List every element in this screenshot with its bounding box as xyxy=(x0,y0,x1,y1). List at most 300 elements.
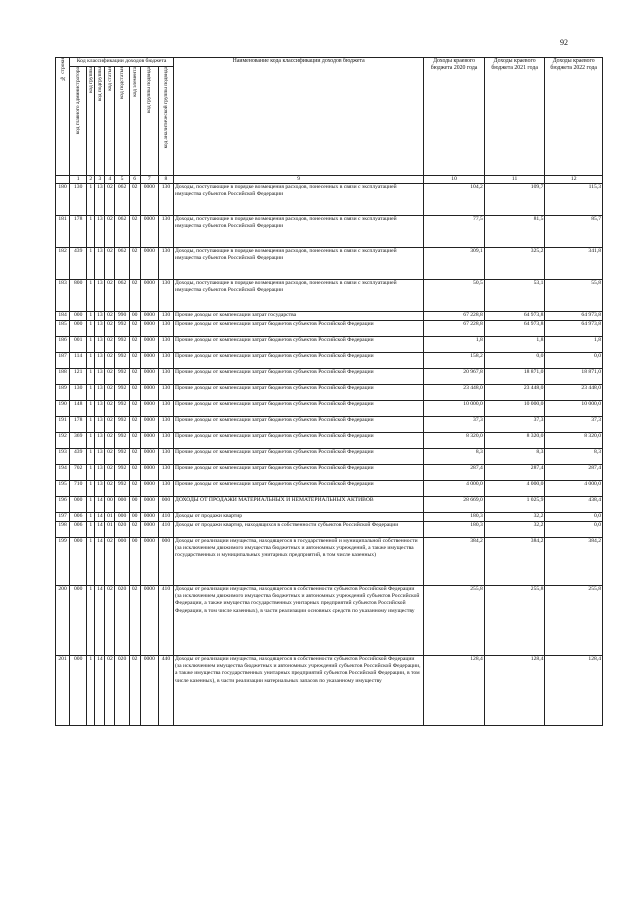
revenue-name: Прочие доходы от компенсации затрат бюджетов субъектов Российской Федерации xyxy=(174,321,424,337)
element-code: 02 xyxy=(129,337,140,353)
article-code: 02 xyxy=(105,449,115,465)
admin-code: 000 xyxy=(70,538,87,586)
element-code: 02 xyxy=(129,481,140,497)
revenue-name: Прочие доходы от компенсации затрат бюджетов субъектов Российской Федерации xyxy=(174,369,424,385)
amount-2022: 128,4 xyxy=(545,656,603,726)
subarticle-code: 992 xyxy=(115,385,129,401)
row-number: 194 xyxy=(56,465,70,481)
admin-code: 439 xyxy=(70,449,87,465)
column-number: 5 xyxy=(115,176,129,184)
subtype-group-code: 0000 xyxy=(140,321,158,337)
amount-2022: 64 973,8 xyxy=(545,312,603,321)
column-number: 8 xyxy=(158,176,173,184)
subgroup-code: 13 xyxy=(95,449,105,465)
article-code: 02 xyxy=(105,465,115,481)
amount-2022: 0,0 xyxy=(545,353,603,369)
revenue-name: Доходы от реализации имущества, находящегося в собственности субъектов Российской Федерации (за исключением имущества бюджетных и автономных учреждений субъектов Российской Федерации, а также имущества государственных унитарных предприятий субъектов Российской Федерации, в том числе казенных), в части реализации материальных запасов по указанному имуществу xyxy=(174,656,424,726)
amount-2020: 180,3 xyxy=(424,522,485,538)
group-code: 1 xyxy=(87,513,95,522)
analytic-group-code: 410 xyxy=(158,586,173,656)
admin-code: 148 xyxy=(70,401,87,417)
article-code: 02 xyxy=(105,248,115,280)
admin-code: 369 xyxy=(70,433,87,449)
group-code: 1 xyxy=(87,656,95,726)
row-number-header: № строки xyxy=(56,58,70,176)
element-code: 02 xyxy=(129,184,140,216)
article-code: 01 xyxy=(105,513,115,522)
code-analytic-group-header: код аналитической группы подвида xyxy=(158,67,173,176)
revenue-name: Прочие доходы от компенсации затрат бюджетов субъектов Российской Федерации xyxy=(174,353,424,369)
element-code: 02 xyxy=(129,656,140,726)
row-number: 199 xyxy=(56,538,70,586)
row-number: 198 xyxy=(56,522,70,538)
subarticle-code: 992 xyxy=(115,433,129,449)
article-code: 02 xyxy=(105,433,115,449)
subarticle-code: 020 xyxy=(115,656,129,726)
element-code: 02 xyxy=(129,522,140,538)
group-code: 1 xyxy=(87,522,95,538)
article-code: 02 xyxy=(105,586,115,656)
column-number: 2 xyxy=(87,176,95,184)
amount-2020: 255,8 xyxy=(424,586,485,656)
admin-code: 178 xyxy=(70,216,87,248)
table-row xyxy=(56,216,603,248)
analytic-group-code: 130 xyxy=(158,280,173,312)
subtype-group-code: 0000 xyxy=(140,184,158,216)
table-row xyxy=(56,497,603,513)
analytic-group-code: 130 xyxy=(158,369,173,385)
admin-code: 702 xyxy=(70,465,87,481)
admin-code: 130 xyxy=(70,385,87,401)
element-code: 02 xyxy=(129,369,140,385)
table-row xyxy=(56,586,603,656)
year-2020-header: Доходы краевого бюджета 2020 года xyxy=(424,58,485,176)
group-code: 1 xyxy=(87,433,95,449)
admin-code: 001 xyxy=(70,337,87,353)
amount-2022: 0,0 xyxy=(545,513,603,522)
article-code: 02 xyxy=(105,337,115,353)
row-number: 184 xyxy=(56,312,70,321)
amount-2021: 1,8 xyxy=(484,337,545,353)
subtype-group-code: 0000 xyxy=(140,465,158,481)
element-code: 02 xyxy=(129,216,140,248)
analytic-group-code: 130 xyxy=(158,465,173,481)
amount-2020: 128,4 xyxy=(424,656,485,726)
subarticle-code: 000 xyxy=(115,513,129,522)
amount-2022: 1,8 xyxy=(545,337,603,353)
article-code: 02 xyxy=(105,401,115,417)
amount-2022: 438,4 xyxy=(545,497,603,513)
year-2021-header: Доходы краевого бюджета 2021 года xyxy=(484,58,545,176)
subgroup-code: 13 xyxy=(95,280,105,312)
subtype-group-code: 0000 xyxy=(140,586,158,656)
amount-2021: 4 000,0 xyxy=(484,481,545,497)
amount-2022: 287,4 xyxy=(545,465,603,481)
subtype-group-code: 0000 xyxy=(140,312,158,321)
column-number: 12 xyxy=(545,176,603,184)
element-code: 02 xyxy=(129,248,140,280)
amount-2020: 67 228,8 xyxy=(424,321,485,337)
amount-2021: 0,0 xyxy=(484,353,545,369)
analytic-group-code: 130 xyxy=(158,312,173,321)
code-element-header: код элемента xyxy=(129,67,140,176)
subarticle-code: 992 xyxy=(115,417,129,433)
article-code: 01 xyxy=(105,522,115,538)
subarticle-code: 992 xyxy=(115,353,129,369)
subtype-group-code: 0000 xyxy=(140,216,158,248)
revenue-name: Доходы от продажи квартир xyxy=(174,513,424,522)
admin-code: 000 xyxy=(70,312,87,321)
amount-2021: 128,4 xyxy=(484,656,545,726)
admin-code: 000 xyxy=(70,321,87,337)
table-row xyxy=(56,656,603,726)
amount-2020: 4 000,0 xyxy=(424,481,485,497)
amount-2021: 23 448,0 xyxy=(484,385,545,401)
amount-2021: 287,4 xyxy=(484,465,545,481)
classification-group-header: Код классификации доходов бюджета xyxy=(70,58,174,67)
admin-code: 439 xyxy=(70,248,87,280)
subarticle-code: 992 xyxy=(115,481,129,497)
amount-2022: 64 973,8 xyxy=(545,321,603,337)
table-row xyxy=(56,312,603,321)
row-number: 196 xyxy=(56,497,70,513)
code-subtype-group-header: код группы подвида xyxy=(140,67,158,176)
element-code: 02 xyxy=(129,280,140,312)
subgroup-code: 14 xyxy=(95,522,105,538)
column-number: 6 xyxy=(129,176,140,184)
subtype-group-code: 0000 xyxy=(140,401,158,417)
row-number: 191 xyxy=(56,417,70,433)
revenue-name: Прочие доходы от компенсации затрат государства xyxy=(174,312,424,321)
subtype-group-code: 0000 xyxy=(140,481,158,497)
amount-2022: 0,0 xyxy=(545,522,603,538)
amount-2022: 23 448,0 xyxy=(545,385,603,401)
article-code: 02 xyxy=(105,312,115,321)
row-number: 200 xyxy=(56,586,70,656)
group-code: 1 xyxy=(87,321,95,337)
analytic-group-code: 000 xyxy=(158,538,173,586)
admin-code: 130 xyxy=(70,184,87,216)
table-row xyxy=(56,280,603,312)
subgroup-code: 13 xyxy=(95,248,105,280)
revenue-name: Прочие доходы от компенсации затрат бюджетов субъектов Российской Федерации xyxy=(174,417,424,433)
subarticle-code: 020 xyxy=(115,522,129,538)
amount-2021: 109,7 xyxy=(484,184,545,216)
amount-2020: 104,2 xyxy=(424,184,485,216)
amount-2022: 255,8 xyxy=(545,586,603,656)
column-number: 3 xyxy=(95,176,105,184)
row-number: 192 xyxy=(56,433,70,449)
table-row xyxy=(56,401,603,417)
subtype-group-code: 0000 xyxy=(140,280,158,312)
analytic-group-code: 130 xyxy=(158,401,173,417)
row-number: 181 xyxy=(56,216,70,248)
analytic-group-code: 130 xyxy=(158,449,173,465)
admin-code: 000 xyxy=(70,497,87,513)
page-number: 92 xyxy=(560,38,568,47)
subarticle-code: 062 xyxy=(115,184,129,216)
subtype-group-code: 0000 xyxy=(140,656,158,726)
table-row xyxy=(56,369,603,385)
amount-2020: 180,3 xyxy=(424,513,485,522)
revenue-name: Прочие доходы от компенсации затрат бюджетов субъектов Российской Федерации xyxy=(174,385,424,401)
amount-2020: 287,4 xyxy=(424,465,485,481)
subarticle-code: 992 xyxy=(115,401,129,417)
subgroup-code: 14 xyxy=(95,538,105,586)
column-number-row xyxy=(56,176,603,184)
revenue-name: Прочие доходы от компенсации затрат бюджетов субъектов Российской Федерации xyxy=(174,433,424,449)
row-number: 185 xyxy=(56,321,70,337)
admin-code: 710 xyxy=(70,481,87,497)
subtype-group-code: 0000 xyxy=(140,449,158,465)
revenue-name: Прочие доходы от компенсации затрат бюджетов субъектов Российской Федерации xyxy=(174,401,424,417)
element-code: 02 xyxy=(129,465,140,481)
article-code: 02 xyxy=(105,385,115,401)
row-number: 186 xyxy=(56,337,70,353)
revenue-name: Прочие доходы от компенсации затрат бюджетов субъектов Российской Федерации xyxy=(174,465,424,481)
group-code: 1 xyxy=(87,337,95,353)
subgroup-code: 13 xyxy=(95,417,105,433)
group-code: 1 xyxy=(87,353,95,369)
subgroup-code: 13 xyxy=(95,312,105,321)
column-number: 9 xyxy=(174,176,424,184)
group-code: 1 xyxy=(87,401,95,417)
subarticle-code: 062 xyxy=(115,280,129,312)
table-row xyxy=(56,248,603,280)
analytic-group-code: 130 xyxy=(158,481,173,497)
analytic-group-code: 440 xyxy=(158,656,173,726)
revenue-name: Доходы, поступающие в порядке возмещения расходов, понесенных в связи с эксплуатацией имущества субъектов Российской Федерации xyxy=(174,184,424,216)
subarticle-code: 992 xyxy=(115,369,129,385)
row-number: 190 xyxy=(56,401,70,417)
subarticle-code: 062 xyxy=(115,216,129,248)
amount-2020: 384,2 xyxy=(424,538,485,586)
admin-code: 178 xyxy=(70,417,87,433)
subgroup-code: 13 xyxy=(95,184,105,216)
row-number: 183 xyxy=(56,280,70,312)
article-code: 02 xyxy=(105,280,115,312)
article-code: 02 xyxy=(105,353,115,369)
subarticle-code: 020 xyxy=(115,586,129,656)
amount-2022: 85,7 xyxy=(545,216,603,248)
row-number: 193 xyxy=(56,449,70,465)
article-code: 02 xyxy=(105,369,115,385)
table-row xyxy=(56,449,603,465)
subgroup-code: 14 xyxy=(95,656,105,726)
revenue-name: Прочие доходы от компенсации затрат бюджетов субъектов Российской Федерации xyxy=(174,337,424,353)
amount-2020: 77,5 xyxy=(424,216,485,248)
column-number-blank xyxy=(56,176,70,184)
amount-2020: 8 320,0 xyxy=(424,433,485,449)
row-number: 187 xyxy=(56,353,70,369)
admin-code: 121 xyxy=(70,369,87,385)
analytic-group-code: 130 xyxy=(158,433,173,449)
table-row xyxy=(56,184,603,216)
revenue-name: Прочие доходы от компенсации затрат бюджетов субъектов Российской Федерации xyxy=(174,449,424,465)
article-code: 02 xyxy=(105,481,115,497)
group-code: 1 xyxy=(87,369,95,385)
element-code: 02 xyxy=(129,433,140,449)
subtype-group-code: 0000 xyxy=(140,522,158,538)
column-number: 10 xyxy=(424,176,485,184)
element-code: 00 xyxy=(129,513,140,522)
subgroup-code: 13 xyxy=(95,465,105,481)
analytic-group-code: 130 xyxy=(158,248,173,280)
amount-2021: 255,8 xyxy=(484,586,545,656)
subgroup-code: 13 xyxy=(95,401,105,417)
element-code: 00 xyxy=(129,538,140,586)
amount-2022: 10 000,0 xyxy=(545,401,603,417)
admin-code: 800 xyxy=(70,280,87,312)
group-code: 1 xyxy=(87,481,95,497)
analytic-group-code: 410 xyxy=(158,513,173,522)
amount-2021: 64 973,8 xyxy=(484,312,545,321)
revenue-name: Доходы, поступающие в порядке возмещения расходов, понесенных в связи с эксплуатацией имущества субъектов Российской Федерации xyxy=(174,216,424,248)
row-number: 189 xyxy=(56,385,70,401)
row-number: 201 xyxy=(56,656,70,726)
amount-2020: 8,3 xyxy=(424,449,485,465)
table-row xyxy=(56,417,603,433)
admin-code: 000 xyxy=(70,656,87,726)
subgroup-code: 13 xyxy=(95,481,105,497)
subtype-group-code: 0000 xyxy=(140,497,158,513)
element-code: 02 xyxy=(129,401,140,417)
subtype-group-code: 0000 xyxy=(140,385,158,401)
amount-2021: 37,3 xyxy=(484,417,545,433)
group-code: 1 xyxy=(87,449,95,465)
amount-2020: 10 000,0 xyxy=(424,401,485,417)
revenue-name: Доходы от продажи квартир, находящихся в собственности субъектов Российской Федерации xyxy=(174,522,424,538)
group-code: 1 xyxy=(87,586,95,656)
revenue-name: Доходы от реализации имущества, находящегося в собственности субъектов Российской Федерации (за исключением движимого имущества бюджетных и автономных учреждений субъектов Российской Федерации, а также имущества государственных унитарных предприятий субъектов Российской Федерации, в том числе казенных), в части реализации основных средств по указанному имуществу xyxy=(174,586,424,656)
subarticle-code: 992 xyxy=(115,465,129,481)
subtype-group-code: 0000 xyxy=(140,369,158,385)
amount-2021: 18 871,0 xyxy=(484,369,545,385)
analytic-group-code: 000 xyxy=(158,497,173,513)
group-code: 1 xyxy=(87,538,95,586)
code-article-header: код статьи xyxy=(105,67,115,176)
subgroup-code: 13 xyxy=(95,385,105,401)
table-row xyxy=(56,353,603,369)
revenue-name: Прочие доходы от компенсации затрат бюджетов субъектов Российской Федерации xyxy=(174,481,424,497)
article-code: 02 xyxy=(105,321,115,337)
analytic-group-code: 410 xyxy=(158,522,173,538)
code-group-header: код группы xyxy=(87,67,95,176)
subarticle-code: 992 xyxy=(115,449,129,465)
table-row xyxy=(56,513,603,522)
amount-2022: 4 000,0 xyxy=(545,481,603,497)
article-code: 02 xyxy=(105,538,115,586)
table-row xyxy=(56,481,603,497)
subtype-group-code: 0000 xyxy=(140,513,158,522)
subgroup-code: 13 xyxy=(95,321,105,337)
amount-2021: 8,3 xyxy=(484,449,545,465)
revenue-name: Доходы, поступающие в порядке возмещения расходов, понесенных в связи с эксплуатацией имущества субъектов Российской Федерации xyxy=(174,248,424,280)
element-code: 00 xyxy=(129,497,140,513)
subgroup-code: 13 xyxy=(95,353,105,369)
subgroup-code: 13 xyxy=(95,433,105,449)
article-code: 00 xyxy=(105,497,115,513)
subgroup-code: 13 xyxy=(95,216,105,248)
amount-2022: 341,8 xyxy=(545,248,603,280)
amount-2021: 81,5 xyxy=(484,216,545,248)
amount-2022: 55,8 xyxy=(545,280,603,312)
subgroup-code: 14 xyxy=(95,497,105,513)
analytic-group-code: 130 xyxy=(158,385,173,401)
group-code: 1 xyxy=(87,216,95,248)
article-code: 02 xyxy=(105,216,115,248)
amount-2021: 32,2 xyxy=(484,513,545,522)
amount-2021: 64 973,8 xyxy=(484,321,545,337)
amount-2022: 37,3 xyxy=(545,417,603,433)
group-code: 1 xyxy=(87,280,95,312)
element-code: 02 xyxy=(129,353,140,369)
table-row xyxy=(56,433,603,449)
subarticle-code: 992 xyxy=(115,337,129,353)
element-code: 02 xyxy=(129,586,140,656)
table-row xyxy=(56,337,603,353)
amount-2021: 325,2 xyxy=(484,248,545,280)
row-number: 182 xyxy=(56,248,70,280)
group-code: 1 xyxy=(87,465,95,481)
revenue-table xyxy=(55,57,603,726)
subarticle-code: 062 xyxy=(115,248,129,280)
article-code: 02 xyxy=(105,417,115,433)
amount-2020: 158,2 xyxy=(424,353,485,369)
subarticle-code: 000 xyxy=(115,538,129,586)
row-number: 188 xyxy=(56,369,70,385)
name-column-header: Наименование кода классификации доходов бюджета xyxy=(174,58,424,176)
amount-2020: 20 967,8 xyxy=(424,369,485,385)
amount-2021: 8 320,0 xyxy=(484,433,545,449)
analytic-group-code: 130 xyxy=(158,184,173,216)
element-code: 02 xyxy=(129,321,140,337)
subgroup-code: 13 xyxy=(95,369,105,385)
column-number: 4 xyxy=(105,176,115,184)
analytic-group-code: 130 xyxy=(158,337,173,353)
subtype-group-code: 0000 xyxy=(140,417,158,433)
article-code: 02 xyxy=(105,184,115,216)
group-code: 1 xyxy=(87,385,95,401)
amount-2020: 309,1 xyxy=(424,248,485,280)
column-number: 1 xyxy=(70,176,87,184)
revenue-name: ДОХОДЫ ОТ ПРОДАЖИ МАТЕРИАЛЬНЫХ И НЕМАТЕРИАЛЬНЫХ АКТИВОВ xyxy=(174,497,424,513)
analytic-group-code: 130 xyxy=(158,321,173,337)
row-number: 197 xyxy=(56,513,70,522)
column-number: 11 xyxy=(484,176,545,184)
amount-2020: 50,5 xyxy=(424,280,485,312)
table-row xyxy=(56,522,603,538)
subgroup-code: 14 xyxy=(95,586,105,656)
amount-2021: 384,2 xyxy=(484,538,545,586)
amount-2022: 384,2 xyxy=(545,538,603,586)
amount-2020: 67 228,8 xyxy=(424,312,485,321)
subtype-group-code: 0000 xyxy=(140,538,158,586)
year-2022-header: Доходы краевого бюджета 2022 года xyxy=(545,58,603,176)
table-row xyxy=(56,538,603,586)
column-number: 7 xyxy=(140,176,158,184)
revenue-name: Доходы от реализации имущества, находящегося в государственной и муниципальной собственности (за исключением движимого имущества бюджетных и автономных учреждений, а также имущества государственных и муниципальных унитарных предприятий, в том числе казенных) xyxy=(174,538,424,586)
amount-2022: 115,3 xyxy=(545,184,603,216)
amount-2020: 23 448,0 xyxy=(424,385,485,401)
subarticle-code: 990 xyxy=(115,312,129,321)
code-subarticle-header: код подстатьи xyxy=(115,67,129,176)
table-row xyxy=(56,385,603,401)
analytic-group-code: 130 xyxy=(158,353,173,369)
amount-2022: 8 320,0 xyxy=(545,433,603,449)
subtype-group-code: 0000 xyxy=(140,337,158,353)
amount-2021: 53,1 xyxy=(484,280,545,312)
